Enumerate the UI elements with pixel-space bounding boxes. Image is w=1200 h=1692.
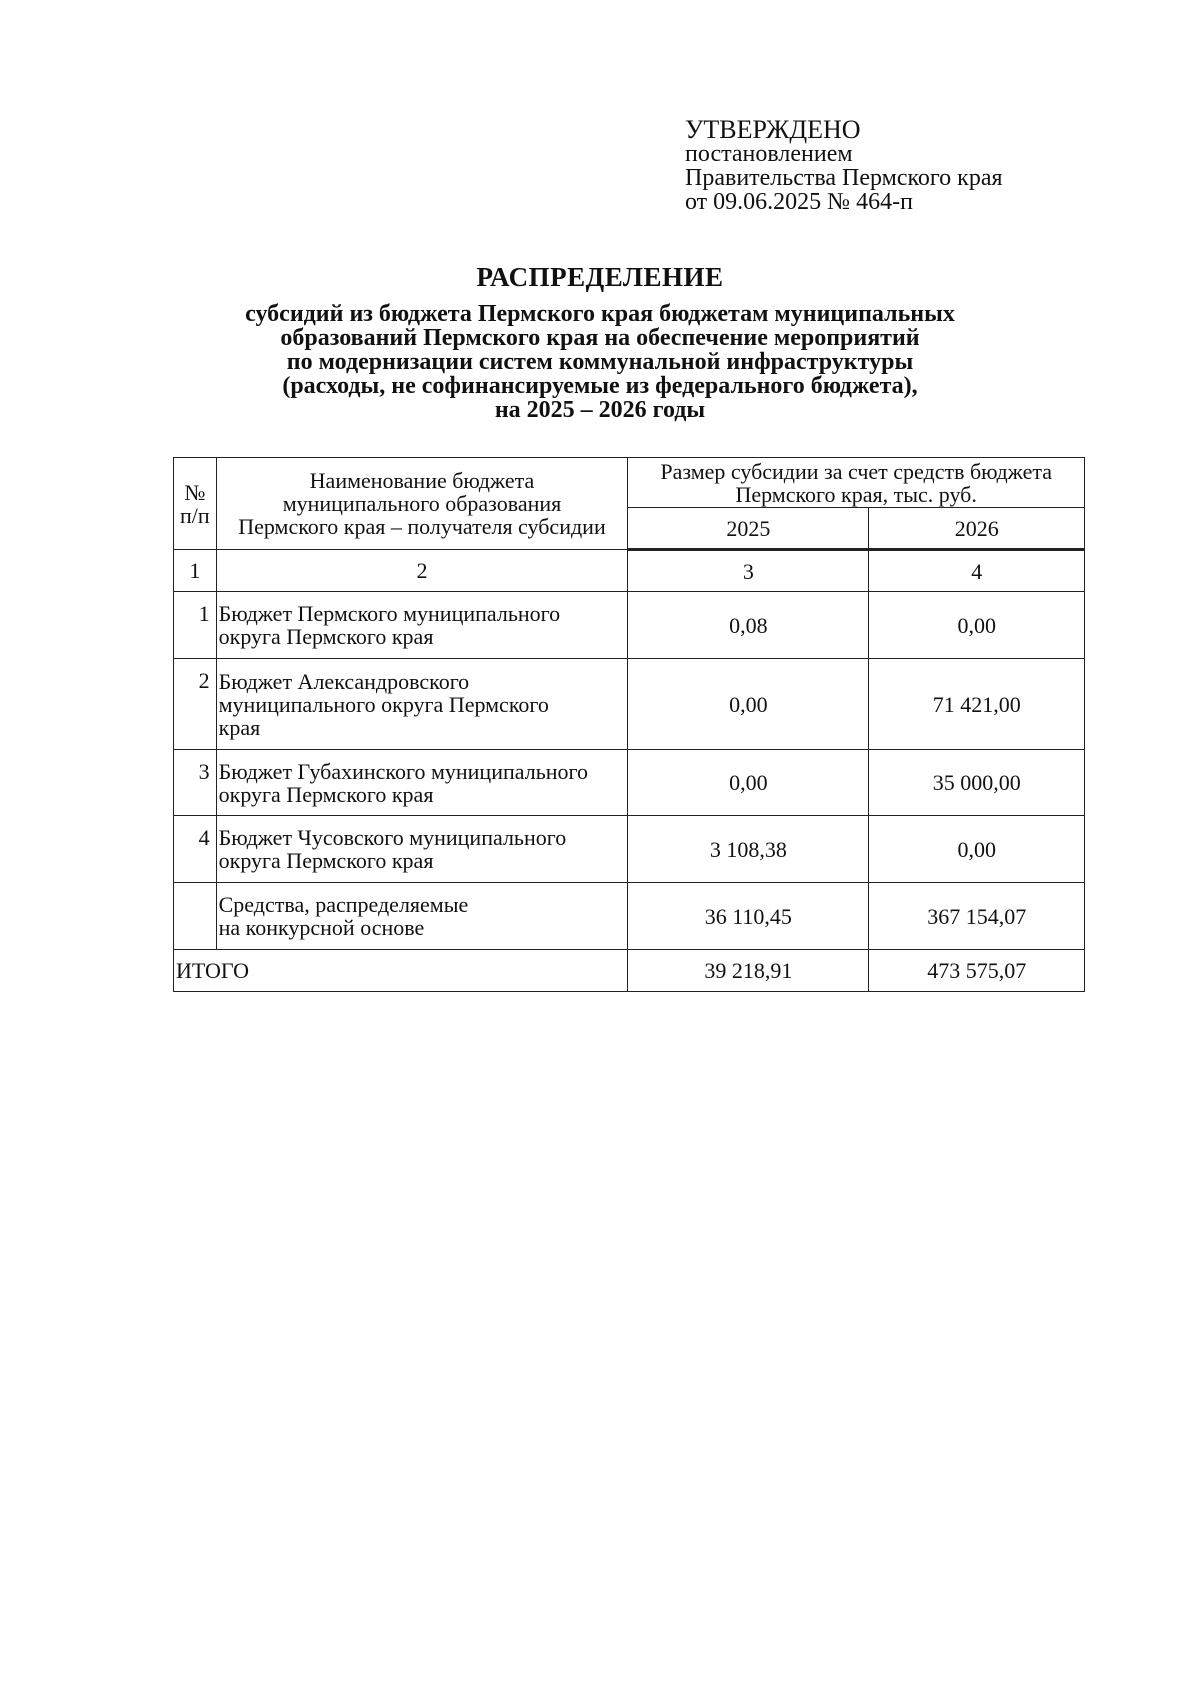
header-row	[174, 458, 1085, 508]
total-value-2026: 473 575,07	[869, 950, 1085, 992]
row-number: 2	[174, 659, 217, 750]
row-name	[216, 592, 628, 659]
header-name-line: муниципального образования	[282, 491, 562, 516]
total-row	[174, 950, 1085, 992]
subtitle-line: на 2025 – 2026 годы	[494, 397, 706, 423]
row-name-line: Бюджет Губахинского муниципального	[218, 758, 588, 784]
header-name-line: Пермского края – получателя субсидии	[238, 514, 606, 539]
total-label: ИТОГО	[174, 950, 628, 992]
row-number: 1	[174, 592, 217, 659]
document-subtitle	[150, 302, 1050, 422]
header-no-symbol: №	[184, 479, 206, 505]
subtitle-line: по модернизации систем коммунальной инфраструктуры	[286, 349, 914, 375]
row-value-2026: 0,00	[869, 816, 1085, 883]
header-name	[216, 458, 628, 550]
subtitle-line: образований Пермского края на обеспечение мероприятий	[280, 325, 920, 351]
row-value-2025: 0,00	[628, 659, 869, 750]
header-amount	[628, 458, 1085, 508]
subtitle-line: (расходы, не софинансируемые из федерального бюджета),	[282, 373, 918, 399]
header-amount-line: Размер субсидии за счет средств бюджета	[660, 458, 1052, 484]
row-name	[216, 816, 628, 883]
row-name-line: Бюджет Александровского	[218, 668, 470, 694]
row-value-2025: 0,08	[628, 592, 869, 659]
row-value-2025: 3 108,38	[628, 816, 869, 883]
row-value-2026: 35 000,00	[869, 750, 1085, 816]
row-name-line: округа Пермского края	[218, 624, 434, 649]
row-number: 3	[174, 750, 217, 816]
header-year-2025: 2025	[628, 508, 869, 550]
table-row	[174, 883, 1085, 950]
total-value-2025: 39 218,91	[628, 950, 869, 992]
row-name-line: округа Пермского края	[218, 848, 434, 873]
row-name	[216, 750, 628, 816]
row-name-line: Средства, распределяемые	[218, 892, 469, 917]
row-name-line: Бюджет Пермского муниципального	[218, 601, 561, 626]
table-row	[174, 659, 1085, 750]
row-name-line: Бюджет Чусовского муниципального	[218, 825, 567, 850]
column-number: 2	[216, 550, 628, 592]
row-value-2026: 0,00	[869, 592, 1085, 659]
approval-line-3: от 09.06.2025 № 464-п	[685, 189, 913, 215]
row-name	[216, 659, 628, 750]
row-value-2026: 367 154,07	[869, 883, 1085, 950]
row-name	[216, 883, 628, 950]
header-no-abbr: п/п	[179, 502, 210, 528]
approval-line-1: постановлением	[685, 141, 853, 167]
approval-line-2: Правительства Пермского края	[685, 165, 1003, 191]
row-value-2026: 71 421,00	[869, 659, 1085, 750]
approval-block	[685, 115, 1003, 215]
header-name-line: Наименование бюджета	[309, 468, 535, 493]
document-title: РАСПРЕДЕЛЕНИЕ	[476, 262, 724, 292]
row-value-2025: 36 110,45	[628, 883, 869, 950]
row-name-line: муниципального округа Пермского	[218, 691, 549, 717]
column-number-row	[174, 550, 1085, 592]
row-name-line: края	[218, 714, 261, 740]
column-number: 1	[174, 550, 217, 592]
column-number: 3	[628, 550, 869, 592]
row-name-line: на конкурсной основе	[218, 915, 425, 940]
header-year-2026: 2026	[869, 508, 1085, 550]
table-row	[174, 750, 1085, 816]
column-number: 4	[869, 550, 1085, 592]
subsidy-table	[173, 457, 1085, 992]
row-number: 4	[174, 816, 217, 883]
approval-stamp: УТВЕРЖДЕНО	[685, 115, 861, 144]
row-number	[174, 883, 217, 950]
table-row	[174, 592, 1085, 659]
row-name-line: округа Пермского края	[218, 781, 434, 807]
header-no	[174, 458, 217, 550]
row-value-2025: 0,00	[628, 750, 869, 816]
table-row	[174, 816, 1085, 883]
header-amount-line: Пермского края, тыс. руб.	[735, 481, 977, 507]
subtitle-line: субсидий из бюджета Пермского края бюджетам муниципальных	[245, 301, 955, 327]
